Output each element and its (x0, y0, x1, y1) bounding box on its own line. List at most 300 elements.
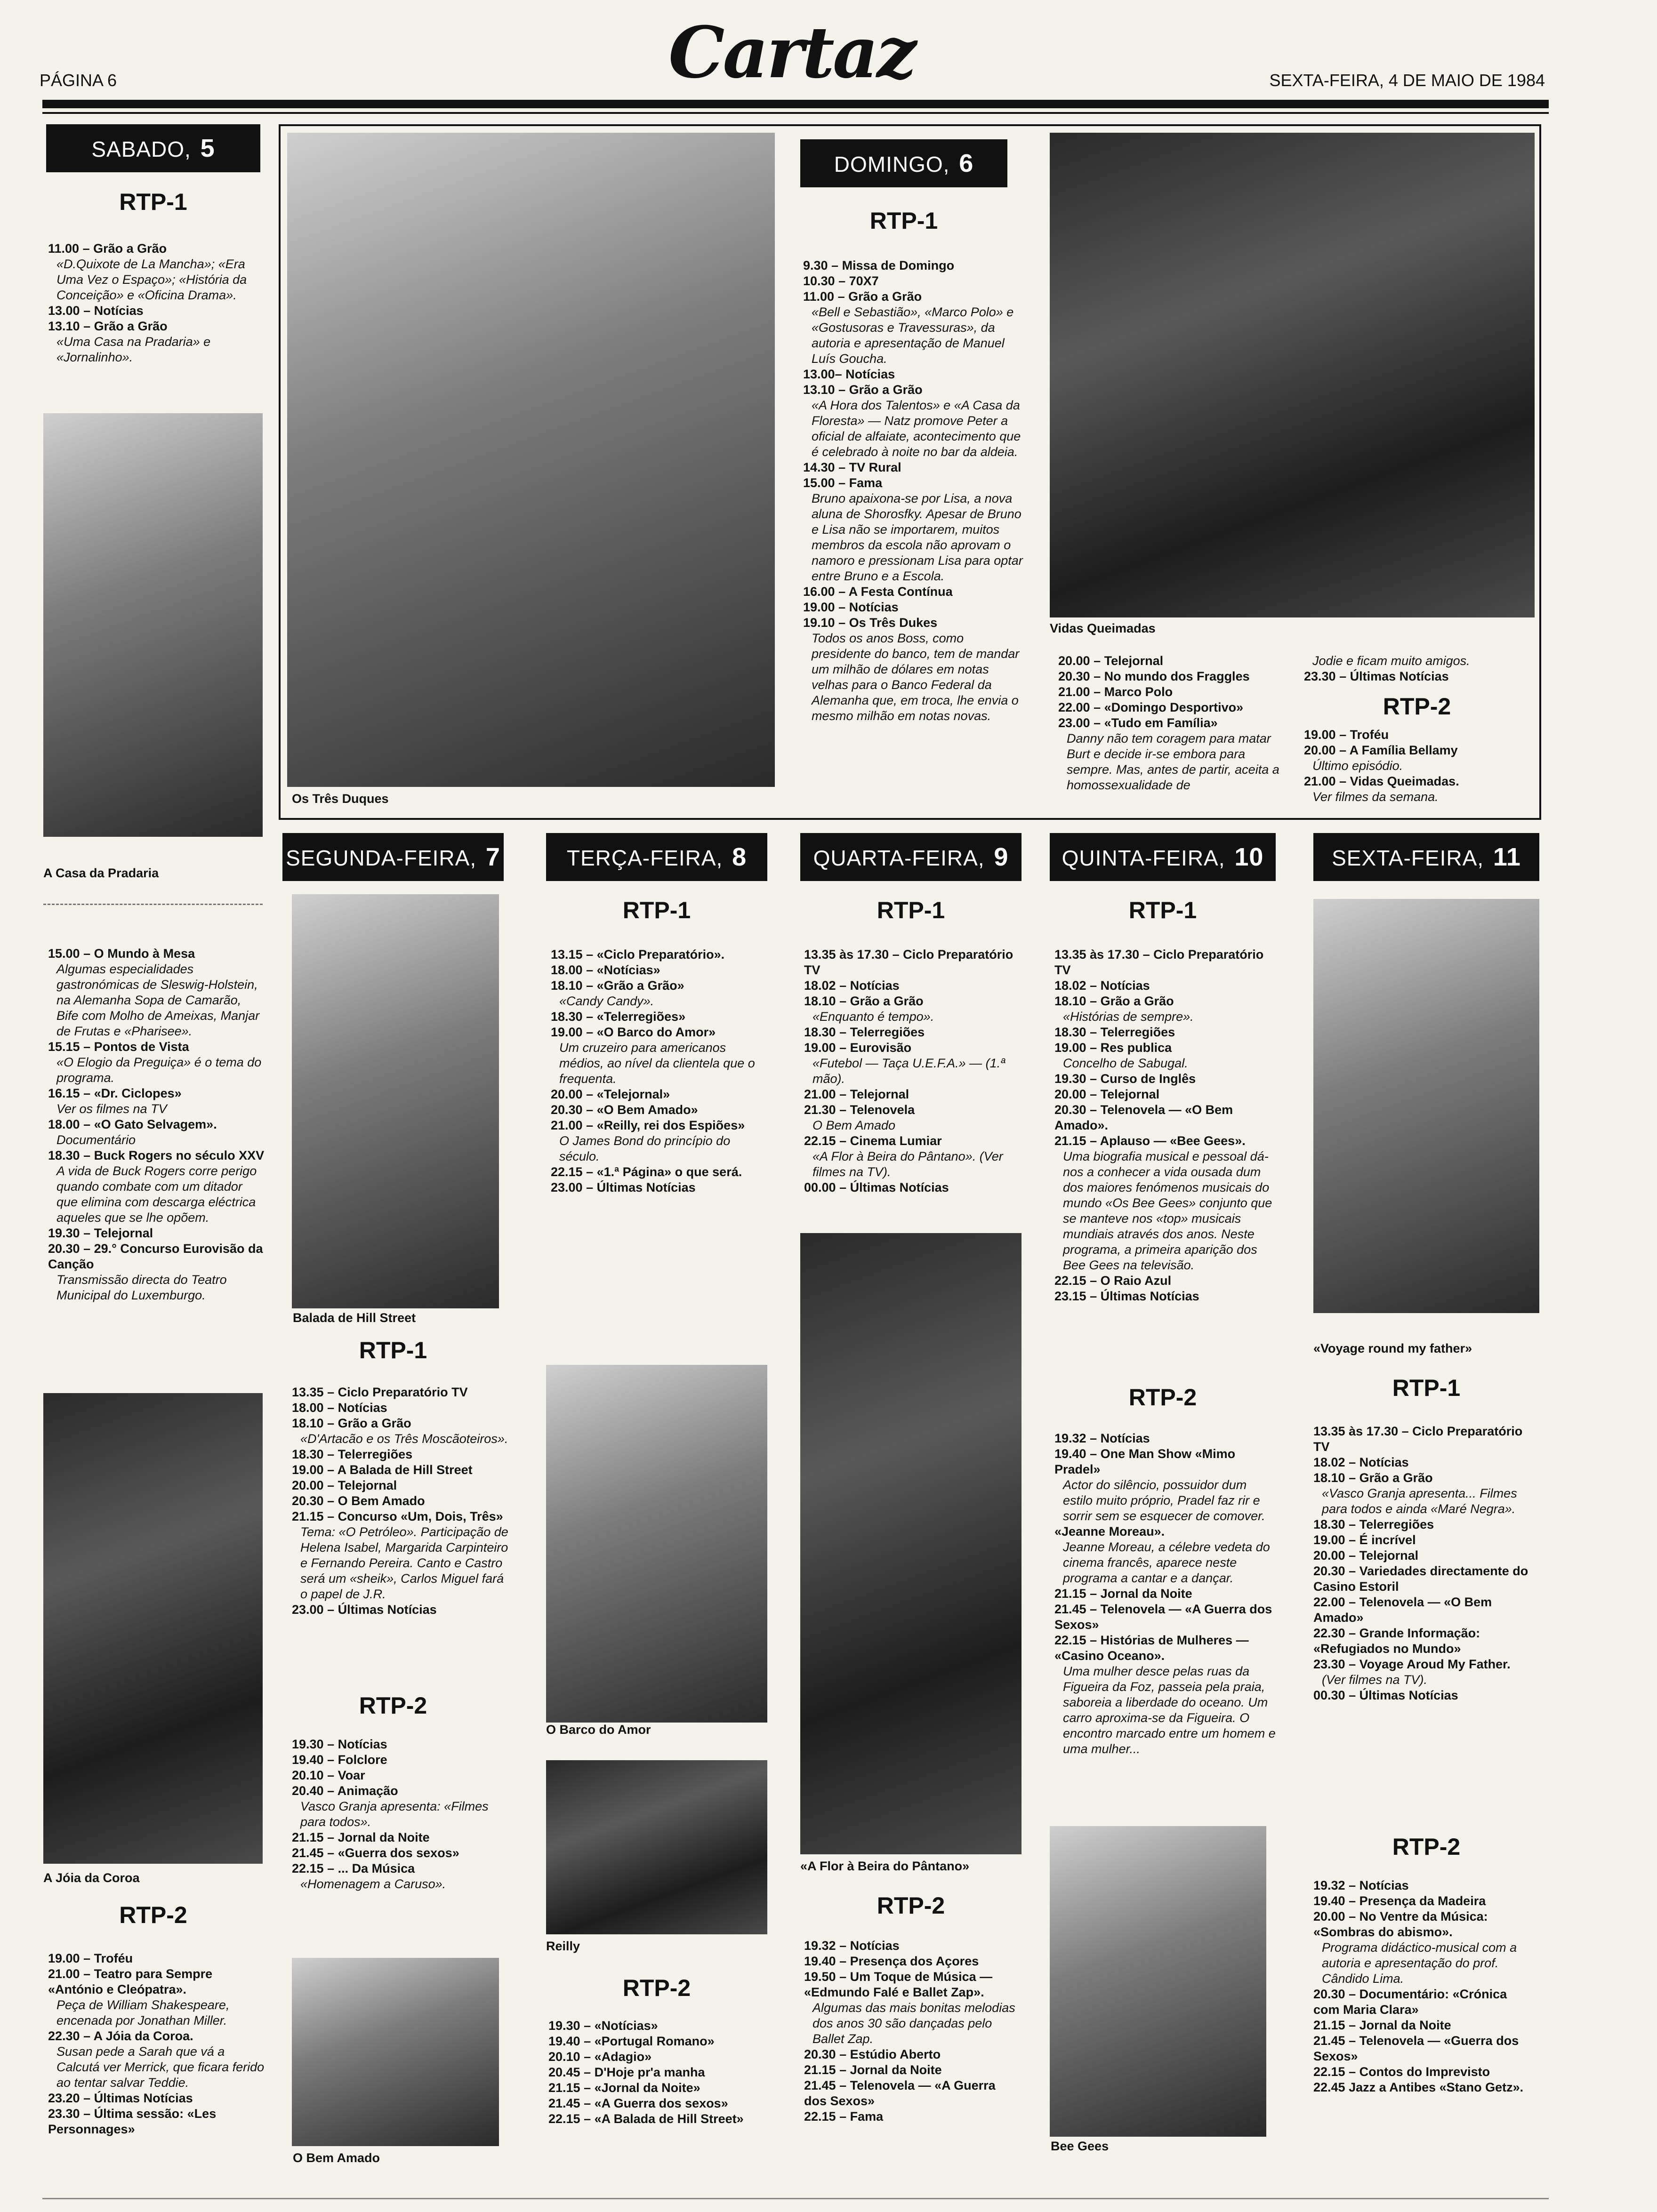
program-description: «Bell e Sebastião», «Marco Polo» e «Gostusoras e Travessuras», da autoria e apresentação de Manuel Luís Goucha. (812, 305, 1014, 366)
program-title: 21.45 – «Guerra dos sexos» (292, 1846, 459, 1860)
program-title: 21.00 – Telejornal (804, 1087, 909, 1101)
program-description: Jeanne Moreau, a célebre vedeta do cinema francês, aparece neste programa a cantar e a dançar. (1063, 1540, 1270, 1585)
listing-item (1304, 653, 1530, 669)
listing-item (804, 1938, 1021, 1954)
program-description: Transmissão directa do Teatro Municipal do Luxemburgo. (56, 1273, 227, 1302)
listing-item (1054, 994, 1276, 1025)
program-title: 13.35 – Ciclo Preparatório TV (292, 1385, 468, 1399)
listing-item (803, 382, 1024, 460)
day-header-segunda (282, 833, 504, 881)
program-title: 21.00 – Marco Polo (1058, 685, 1173, 699)
program-title: 18.00 – «O Gato Selvagem». (48, 1117, 217, 1131)
listing-item (1313, 1455, 1535, 1470)
listing-item (48, 946, 265, 1039)
program-title: 21.00 – Teatro para Sempre «António e Cleópatra». (48, 1967, 213, 1996)
program-title: 00.30 – Últimas Notícias (1313, 1688, 1458, 1702)
program-title: 15.00 – Fama (803, 476, 883, 490)
caption: «A Flor à Beira do Pântano» (800, 1859, 970, 1873)
program-title: 22.00 – «Domingo Desportivo» (1058, 700, 1244, 714)
channel-rtp2: RTP-2 (1383, 693, 1451, 720)
listing-item (804, 978, 1021, 994)
program-title: 20.30 – Documentário: «Crónica com Maria Clara» (1313, 1987, 1507, 2017)
channel-rtp1: RTP-1 (1128, 897, 1197, 923)
photo-bem-amado (292, 1958, 499, 2146)
listing-domingo-4 (1304, 727, 1530, 805)
listing-segunda-1 (292, 1385, 508, 1618)
program-title: 18.02 – Notícias (804, 978, 900, 993)
program-title: 21.45 – Telenovela — «Guerra dos Sexos» (1313, 2034, 1519, 2063)
listing-item (1054, 1087, 1276, 1102)
day-number: 6 (959, 149, 974, 177)
listing-item (1054, 947, 1276, 978)
listing-item (804, 2078, 1021, 2109)
program-description: «Futebol — Taça U.E.F.A.» — (1.ª mão). (812, 1056, 1005, 1086)
listing-item (803, 615, 1024, 724)
listing-item (292, 1752, 508, 1768)
day-number: 9 (994, 843, 1009, 871)
listing-item (551, 1118, 767, 1164)
listing-item (551, 1180, 767, 1195)
listing-item (803, 258, 1024, 273)
listing-item (48, 1966, 265, 2028)
program-title: 20.00 – Telejornal (1058, 654, 1164, 668)
program-title: 20.10 – Voar (292, 1768, 365, 1782)
listing-item (1313, 1626, 1535, 1657)
program-title: 20.30 – 29.° Concurso Eurovisão da Canção (48, 1242, 263, 1271)
listing-item (1313, 1563, 1535, 1595)
program-title: 23.00 – Últimas Notícias (292, 1603, 437, 1617)
program-title: 21.30 – Telenovela (804, 1103, 915, 1117)
listing-item (804, 1087, 1021, 1102)
listing-item (551, 947, 767, 962)
program-description: Uma biografia musical e pessoal dá-nos a conhecer a vida ousada dum dos maiores fenómenos musicais do mundo «Os Bee Gees» conjunto que se manteve nos «top» musicais mundiais através dos anos. Neste programa, a primeira aparição dos Bee Gees na televisão. (1063, 1149, 1272, 1272)
listing-item (1058, 684, 1279, 700)
listing-item (548, 2065, 767, 2080)
program-title: 21.15 – «Jornal da Noite» (548, 2081, 700, 2095)
listing-item (1313, 1909, 1535, 1987)
listing-domingo-3 (1304, 653, 1530, 684)
listing-item (1054, 978, 1276, 994)
program-title: 20.45 – D'Hoje pr'a manha (548, 2065, 705, 2079)
listing-item (1313, 1987, 1535, 2018)
day-number: 5 (200, 134, 215, 162)
listing-item (551, 1164, 767, 1180)
listing-item (292, 1768, 508, 1783)
program-title: 18.00 – «Notícias» (551, 963, 660, 977)
program-title: 18.30 – Telerregiões (292, 1447, 413, 1461)
listing-sabado-1 (48, 241, 265, 365)
program-description: «Uma Casa na Pradaria» e «Jornalinho». (56, 335, 211, 364)
program-title: 22.30 – A Jóia da Coroa. (48, 2029, 193, 2043)
day-name: QUINTA-FEIRA, (1062, 846, 1225, 870)
program-title: 23.30 – Última sessão: «Les Personnages» (48, 2107, 217, 2136)
program-title: 21.45 – «A Guerra dos sexos» (548, 2096, 728, 2110)
program-title: 21.00 – Vidas Queimadas. (1304, 774, 1459, 788)
listing-item (548, 2111, 767, 2127)
listing-item (48, 303, 265, 319)
listing-item (1313, 2018, 1535, 2033)
listing-domingo-1 (803, 258, 1024, 724)
photo-vidas-queimadas (1050, 133, 1535, 617)
listing-item (1054, 1602, 1276, 1633)
program-title: 13.10 – Grão a Grão (803, 383, 923, 397)
program-title: 21.15 – Jornal da Noite (804, 2063, 942, 2077)
program-title: 15.00 – O Mundo à Mesa (48, 946, 195, 961)
channel-rtp1: RTP-1 (622, 897, 691, 923)
listing-item (292, 1416, 508, 1447)
program-title: 22.15 – Histórias de Mulheres — «Casino Oceano». (1054, 1633, 1249, 1663)
listing-item (1313, 1548, 1535, 1563)
channel-rtp1: RTP-1 (877, 897, 945, 923)
listing-item (803, 273, 1024, 289)
photo-voyage-round-father (1313, 899, 1539, 1313)
listing-item (1313, 2080, 1535, 2095)
program-title: 19.00 – Troféu (48, 1951, 133, 1965)
listing-item (803, 600, 1024, 615)
day-number: 10 (1234, 843, 1264, 871)
program-title: 18.30 – Buck Rogers no século XXV (48, 1148, 265, 1162)
listing-item (804, 1102, 1021, 1133)
listing-item (48, 2091, 265, 2106)
program-description: Tema: «O Petróleo». Participação de Helena Isabel, Margarida Carpinteiro e Fernando Pereira. Canto e Castro será um «sheik», Carlos Miguel fará o papel de J.R. (300, 1525, 508, 1601)
program-title: 13.15 – «Ciclo Preparatório». (551, 947, 725, 962)
photo-casa-pradaria (43, 413, 263, 837)
program-title: 21.15 – Jornal da Noite (1054, 1587, 1192, 1601)
day-number: 8 (732, 843, 747, 871)
listing-item (804, 1954, 1021, 1969)
program-description: Algumas das mais bonitas melodias dos anos 30 são dançadas pelo Ballet Zap. (812, 2001, 1015, 2046)
program-title: 23.15 – Últimas Notícias (1054, 1289, 1199, 1303)
program-description: «D'Artacão e os Três Moscãoteiros». (300, 1432, 508, 1446)
program-title: 18.10 – Grão a Grão (804, 994, 924, 1008)
program-title: 23.00 – Últimas Notícias (551, 1180, 696, 1194)
listing-item (551, 962, 767, 978)
listing-quinta-1 (1054, 947, 1276, 1304)
day-header-sexta (1313, 833, 1539, 881)
program-title: 19.30 – Curso de Inglês (1054, 1072, 1196, 1086)
listing-sabado-3 (48, 1951, 265, 2137)
caption: Reilly (546, 1939, 580, 1953)
channel-rtp1: RTP-1 (869, 208, 938, 234)
program-title: 00.00 – Últimas Notícias (804, 1180, 949, 1194)
program-title: 18.10 – Grão a Grão (1054, 994, 1174, 1008)
program-title: 19.40 – «Portugal Romano» (548, 2034, 715, 2048)
program-title: 21.15 – Concurso «Um, Dois, Três» (292, 1509, 503, 1523)
program-title: 23.30 – Voyage Aroud My Father. (1313, 1657, 1511, 1671)
program-title: 20.30 – O Bem Amado (292, 1494, 425, 1508)
listing-item (1054, 1633, 1276, 1757)
listing-item (803, 460, 1024, 475)
channel-rtp2: RTP-2 (119, 1902, 187, 1928)
listing-quarta-1 (804, 947, 1021, 1195)
listing-item (804, 947, 1021, 978)
channel-rtp1: RTP-1 (359, 1337, 427, 1363)
program-title: 22.15 – ... Da Música (292, 1861, 415, 1875)
program-title: 9.30 – Missa de Domingo (803, 258, 955, 272)
listing-item (48, 1241, 265, 1303)
program-title: 13.00– Notícias (803, 367, 895, 381)
program-title: 22.15 – «A Balada de Hill Street» (548, 2112, 744, 2126)
channel-rtp2: RTP-2 (1128, 1384, 1197, 1411)
program-title: 22.45 Jazz a Antibes «Stano Getz». (1313, 2080, 1524, 2094)
listing-segunda-2 (292, 1737, 508, 1892)
caption: A Jóia da Coroa (43, 1871, 140, 1885)
listing-terca-2 (548, 2018, 767, 2127)
program-description: Concelho de Sabugal. (1063, 1056, 1188, 1070)
program-description: «Vasco Granja apresenta... Filmes para todos e ainda «Maré Negra». (1322, 1486, 1517, 1516)
listing-item (804, 1969, 1021, 2047)
listing-item (1054, 1102, 1276, 1133)
program-title: 19.32 – Notícias (804, 1939, 900, 1953)
channel-rtp2: RTP-2 (877, 1892, 945, 1919)
program-description: «Histórias de sempre». (1063, 1010, 1194, 1024)
program-description: Algumas especialidades gastronómicas de Sleswig-Holstein, na Alemanha Sopa de Camarão, Bife com Molho de Ameixas, Manjar de Frutas e «Pharisee». (56, 962, 260, 1038)
listing-item (548, 2049, 767, 2065)
caption: A Casa da Pradaria (43, 866, 159, 880)
listing-item (551, 1009, 767, 1025)
listing-item (1058, 669, 1279, 684)
program-title: 20.00 – Telejornal (292, 1478, 397, 1492)
program-title: 22.15 – O Raio Azul (1054, 1274, 1172, 1288)
program-title: 19.00 – Notícias (803, 600, 899, 614)
day-name: SABADO, (91, 137, 191, 161)
caption: Os Três Duques (292, 792, 389, 806)
program-description: Um cruzeiro para americanos médios, ao nível da clientela que o frequenta. (559, 1041, 755, 1086)
listing-terca-1 (551, 947, 767, 1195)
program-title: 20.30 – No mundo dos Fraggles (1058, 669, 1250, 683)
listing-item (1304, 743, 1530, 774)
listing-item (1058, 700, 1279, 715)
listing-item (803, 367, 1024, 382)
program-title: 19.40 – Presença dos Açores (804, 1954, 979, 1968)
page-number: PÁGINA 6 (40, 71, 117, 90)
day-header-domingo (800, 139, 1007, 187)
program-title: 19.40 – One Man Show «Mimo Pradel» (1054, 1447, 1236, 1476)
program-title: 19.30 – «Notícias» (548, 2019, 658, 2033)
photo-barco-amor (546, 1365, 767, 1723)
program-title: 23.00 – «Tudo em Família» (1058, 716, 1218, 730)
listing-item (1313, 1595, 1535, 1626)
program-title: 18.30 – Telerregiões (804, 1025, 925, 1039)
caption: O Barco do Amor (546, 1723, 651, 1737)
program-title: 21.00 – «Reilly, rei dos Espiões» (551, 1118, 745, 1132)
program-title: 19.30 – Notícias (292, 1737, 387, 1751)
program-description: Último episódio. (1312, 759, 1403, 773)
program-title: 23.30 – Últimas Notícias (1304, 669, 1449, 683)
listing-item (1058, 715, 1279, 793)
listing-item (804, 2109, 1021, 2124)
listing-sexta-2 (1313, 1878, 1535, 2095)
program-title: 20.40 – Animação (292, 1784, 398, 1798)
program-description: Actor do silêncio, possuidor dum estilo muito próprio, Pradel faz rir e sorrir sem se esquecer de comover. (1063, 1478, 1265, 1523)
listing-item (1058, 653, 1279, 669)
listing-item (48, 1951, 265, 1966)
program-description: «A Hora dos Talentos» e «A Casa da Floresta» — Natz promove Peter a oficial de alfaiate, acontecimento que é celebrado à noite no bar da aldeia. (812, 398, 1021, 459)
program-title: 10.30 – 70X7 (803, 274, 879, 288)
listing-item (1054, 1025, 1276, 1040)
listing-item (548, 2080, 767, 2096)
program-title: 19.30 – Telejornal (48, 1226, 153, 1240)
day-header-quinta (1050, 833, 1276, 881)
listing-item (804, 1040, 1021, 1087)
listing-item (551, 978, 767, 1009)
listing-item (292, 1509, 508, 1602)
program-title: 22.30 – Grande Informação: «Refugiados no Mundo» (1313, 1626, 1480, 1656)
day-name: SEXTA-FEIRA, (1332, 846, 1484, 870)
program-title: 21.15 – Aplauso — «Bee Gees». (1054, 1134, 1246, 1148)
listing-item (1054, 1273, 1276, 1289)
program-title: 13.10 – Grão a Grão (48, 319, 168, 333)
photo-balada-hill-street (292, 894, 499, 1308)
listing-item (292, 1830, 508, 1845)
listing-item (292, 1493, 508, 1509)
listing-item (48, 319, 265, 365)
listing-item (1304, 727, 1530, 743)
listing-item (551, 1087, 767, 1102)
program-description: O Bem Amado (812, 1118, 896, 1132)
listing-sexta-1 (1313, 1424, 1535, 1703)
program-title: 20.30 – «O Bem Amado» (551, 1103, 698, 1117)
channel-rtp1: RTP-1 (1392, 1375, 1461, 1401)
listing-item (1304, 669, 1530, 684)
program-title: 16.00 – A Festa Contínua (803, 585, 953, 599)
program-title: 18.30 – «Telerregiões» (551, 1010, 686, 1024)
program-title: 22.15 – Cinema Lumiar (804, 1134, 942, 1148)
program-title: 20.00 – Telejornal (1313, 1548, 1419, 1563)
program-description: Vasco Granja apresenta: «Filmes para todos». (300, 1799, 489, 1829)
program-title: 20.10 – «Adagio» (548, 2050, 652, 2064)
program-title: 21.15 – Jornal da Noite (292, 1830, 430, 1844)
program-title: 13.35 às 17.30 – Ciclo Preparatório TV (804, 947, 1014, 977)
listing-item (551, 1102, 767, 1118)
listing-item (48, 2106, 265, 2137)
channel-rtp2: RTP-2 (622, 1975, 691, 2001)
header-rule (42, 100, 1549, 108)
program-description: (Ver filmes na TV). (1322, 1673, 1428, 1687)
photo-bee-gees (1050, 1826, 1266, 2137)
program-description: Todos os anos Boss, como presidente do banco, tem de mandar um milhão de dólares em notas velhas para o Banco Federal da Alemanha que, em troca, lhe envia o mesmo milhão em notas novas. (812, 631, 1020, 723)
listing-item (1313, 1893, 1535, 1909)
program-title: 13.35 às 17.30 – Ciclo Preparatório TV (1054, 947, 1264, 977)
program-title: 13.00 – Notícias (48, 304, 144, 318)
program-description: Uma mulher desce pelas ruas da Figueira da Foz, passeia pela praia, saboreia a liberdade do oceano. Um carro aproxima-se da Figueira. O encontro marcado entre um homem e uma mulher... (1063, 1664, 1276, 1756)
listing-item (48, 1039, 265, 1086)
program-description: Documentário (56, 1133, 136, 1147)
program-title: 21.15 – Jornal da Noite (1313, 2018, 1451, 2032)
listing-quinta-2 (1054, 1431, 1276, 1757)
program-title: 18.02 – Notícias (1054, 978, 1150, 993)
program-title: 22.15 – Fama (804, 2109, 884, 2124)
listing-item (292, 1861, 508, 1892)
listing-quarta-2 (804, 1938, 1021, 2124)
listing-item (48, 2028, 265, 2091)
program-title: 18.00 – Notícias (292, 1401, 387, 1415)
program-title: 20.30 – Estúdio Aberto (804, 2047, 941, 2061)
program-title: 19.00 – É incrível (1313, 1533, 1416, 1547)
program-title: 13.35 às 17.30 – Ciclo Preparatório TV (1313, 1424, 1523, 1454)
program-title: 22.15 – Contos do Imprevisto (1313, 2065, 1490, 2079)
program-title: 19.00 – Res publica (1054, 1041, 1172, 1055)
program-description: O James Bond do princípio do século. (559, 1134, 731, 1163)
program-title: «Jeanne Moreau». (1054, 1524, 1165, 1539)
day-name: TERÇA-FEIRA, (566, 846, 723, 870)
listing-sabado-2 (48, 946, 265, 1303)
program-title: 22.00 – Telenovela — «O Bem Amado» (1313, 1595, 1492, 1625)
program-title: 19.32 – Notícias (1054, 1431, 1150, 1445)
listing-item (1313, 1657, 1535, 1688)
day-name: SEGUNDA-FEIRA, (286, 846, 477, 870)
listing-item (803, 584, 1024, 600)
listing-item (804, 1133, 1021, 1180)
listing-item (551, 1025, 767, 1087)
listing-item (804, 2047, 1021, 2062)
listing-item (48, 1086, 265, 1117)
program-description: «D.Quixote de La Mancha»; «Era Uma Vez o Espaço»; «História da Conceição» e «Oficina Drama». (56, 257, 247, 302)
listing-item (292, 1783, 508, 1830)
day-number: 7 (485, 843, 500, 871)
listing-item (1054, 1071, 1276, 1087)
caption: Balada de Hill Street (293, 1311, 416, 1325)
program-title: 18.30 – Telerregiões (1313, 1517, 1434, 1531)
program-description: Peça de William Shakespeare, encenada por Jonathan Miller. (56, 1998, 230, 2028)
program-description: «Enquanto é tempo». (812, 1010, 934, 1024)
listing-item (1054, 1586, 1276, 1602)
program-title: 19.50 – Um Toque de Música — «Edmundo Falé e Ballet Zap». (804, 1970, 993, 1999)
listing-item (1304, 774, 1530, 805)
program-description: Ver filmes da semana. (1312, 790, 1439, 804)
listing-item (292, 1602, 508, 1618)
program-description: «Homenagem a Caruso». (300, 1877, 446, 1891)
program-title: 21.45 – Telenovela — «A Guerra dos Sexos» (1054, 1602, 1272, 1632)
program-description: Programa didáctico-musical com a autoria e apresentação do prof. Cândido Lima. (1322, 1940, 1517, 1986)
photo-flor-beira-pantano (800, 1233, 1022, 1854)
program-description: Bruno apaixona-se por Lisa, a nova aluna de Shorosfky. Apesar de Bruno e Lisa não se importarem, muitos membros da escola não aprovam o namoro e pressionam Lisa para optar entre Bruno e a Escola. (812, 491, 1023, 583)
listing-item (48, 1148, 265, 1226)
day-number: 11 (1493, 843, 1521, 871)
program-title: 19.00 – Troféu (1304, 728, 1389, 742)
program-description: «A Flor à Beira do Pântano». (Ver filmes na TV). (812, 1149, 1003, 1179)
day-name: DOMINGO, (834, 152, 950, 176)
program-description: A vida de Buck Rogers corre perigo quando combate com um ditador que elimina com descarga eléctrica aqueles que se lhe opõem. (56, 1164, 257, 1225)
program-description: «Candy Candy». (559, 994, 654, 1008)
program-title: 19.10 – Os Três Dukes (803, 616, 938, 630)
program-title: 18.10 – Grão a Grão (292, 1416, 411, 1430)
channel-rtp1: RTP-1 (119, 189, 187, 215)
program-title: 19.00 – Eurovisão (804, 1041, 912, 1055)
program-title: 20.30 – Variedades directamente do Casino Estoril (1313, 1564, 1528, 1594)
program-title: 19.32 – Notícias (1313, 1878, 1409, 1892)
caption: Vidas Queimadas (1050, 621, 1156, 635)
program-title: 18.30 – Telerregiões (1054, 1025, 1175, 1039)
program-title: 18.10 – «Grão a Grão» (551, 978, 684, 993)
photo-reilly (546, 1760, 767, 1934)
listing-item (803, 475, 1024, 584)
date-line: SEXTA-FEIRA, 4 DE MAIO DE 1984 (1269, 71, 1545, 90)
listing-item (1054, 1289, 1276, 1304)
listing-item (1313, 1517, 1535, 1532)
program-title: 14.30 – TV Rural (803, 460, 901, 474)
listing-domingo-2 (1058, 653, 1279, 793)
program-title: 18.02 – Notícias (1313, 1455, 1409, 1469)
listing-item (548, 2096, 767, 2111)
program-title: 21.45 – Telenovela — «A Guerra dos Sexos» (804, 2078, 996, 2108)
listing-item (548, 2034, 767, 2049)
program-title: 19.00 – «O Barco do Amor» (551, 1025, 716, 1039)
program-description: Ver os filmes na TV (56, 1102, 167, 1116)
program-title: 19.00 – A Balada de Hill Street (292, 1463, 473, 1477)
program-title: 23.20 – Últimas Notícias (48, 2091, 193, 2105)
program-title: 20.00 – A Família Bellamy (1304, 743, 1458, 757)
